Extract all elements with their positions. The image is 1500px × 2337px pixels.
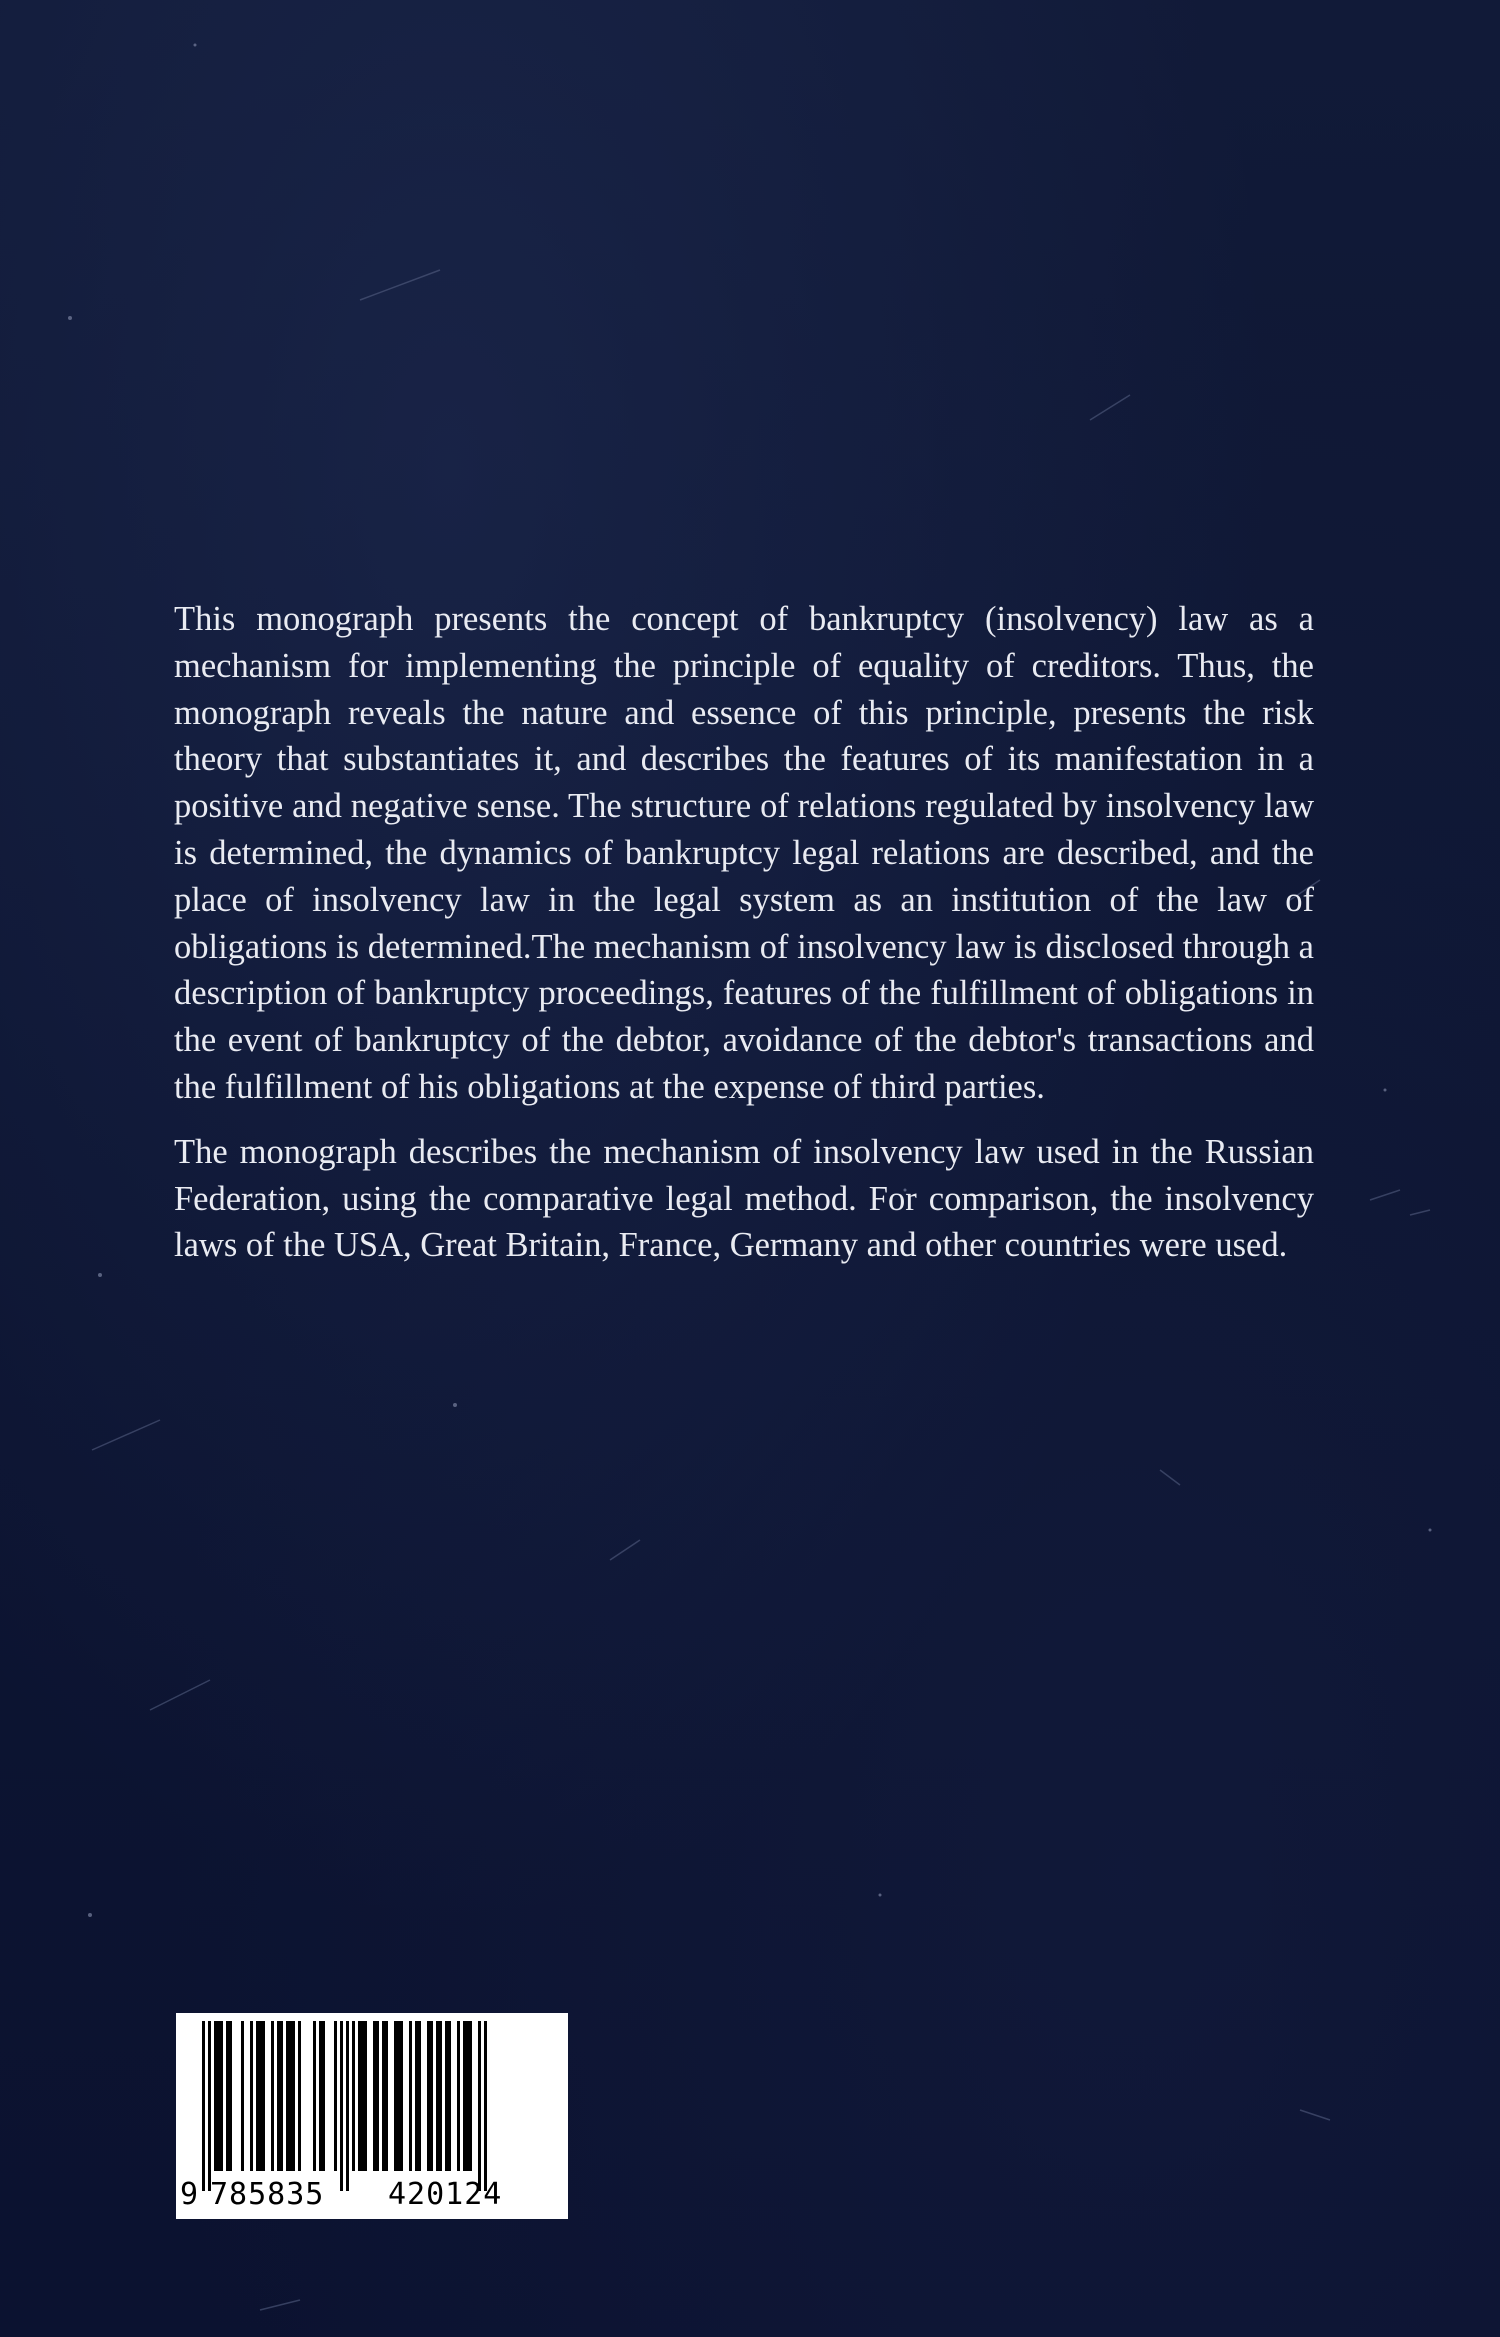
barcode-guard-bar: [346, 2021, 349, 2191]
barcode-bar: [262, 2021, 265, 2171]
barcode-bar: [409, 2021, 412, 2171]
book-description: [174, 596, 1314, 1287]
barcode-bar: [415, 2021, 418, 2171]
barcode-bar: [226, 2021, 229, 2171]
barcode-bar: [322, 2021, 325, 2171]
barcode-bar: [439, 2021, 442, 2171]
barcode-guard-bar: [478, 2021, 481, 2191]
barcode-bar: [229, 2021, 232, 2171]
barcode-bar: [259, 2021, 262, 2171]
barcode-bar: [214, 2021, 217, 2171]
isbn-left-group: 785835: [210, 2177, 325, 2212]
barcode-bar: [364, 2021, 367, 2171]
barcode-bar: [292, 2021, 295, 2171]
barcode-bar: [250, 2021, 253, 2171]
barcode-bar: [313, 2021, 316, 2171]
barcode-bar: [334, 2021, 337, 2171]
barcode-bar: [286, 2021, 289, 2171]
barcode-guard-bar: [208, 2021, 211, 2191]
barcode-bar: [289, 2021, 292, 2171]
barcode-bar: [280, 2021, 283, 2171]
barcode-guard-bar: [484, 2021, 487, 2191]
barcode-bar: [373, 2021, 376, 2171]
isbn-barcode: [176, 2013, 568, 2219]
barcode-bar: [457, 2021, 460, 2171]
barcode-guard-bar: [202, 2021, 205, 2191]
barcode-bar: [319, 2021, 322, 2171]
barcode-bar: [358, 2021, 361, 2171]
barcode-bar: [298, 2021, 301, 2171]
barcode-bar: [445, 2021, 448, 2171]
description-paragraph: This monograph presents the concept of bankruptcy (insolvency) law as a mechanism for implementing the principle of equality of creditors. Thus, the monograph reveals the nature and essence of this principle, presents the risk theory that substantiates it, and describes the features of its manifestation in a positive and negative sense. The structure of relations regulated by insolvency law is determined, the dynamics of bankruptcy legal relations are described, and the place of insolvency law in the legal system as an institution of the law of obligations is determined.The mechanism of insolvency law is disclosed through a description of bankruptcy proceedings, features of the fulfillment of obligations in the event of bankruptcy of the debtor, avoidance of the debtor's transactions and the fulfillment of his obligations at the expense of third parties.: [174, 600, 1314, 1106]
barcode-bar: [436, 2021, 439, 2171]
barcode-bar: [220, 2021, 223, 2171]
barcode-bar: [394, 2021, 397, 2171]
barcode-bar: [448, 2021, 451, 2171]
isbn-number: [176, 2175, 568, 2215]
isbn-right-group: 420124: [388, 2177, 503, 2212]
barcode-bar: [427, 2021, 430, 2171]
barcode-bar: [382, 2021, 385, 2171]
barcode-bar: [271, 2021, 274, 2171]
barcode-bar: [352, 2021, 355, 2171]
barcode-bar: [463, 2021, 466, 2171]
barcode-bar: [256, 2021, 259, 2171]
barcode-bar: [376, 2021, 379, 2171]
barcode-bar: [277, 2021, 280, 2171]
barcode-bar: [361, 2021, 364, 2171]
barcode-bar: [217, 2021, 220, 2171]
description-paragraph: The monograph describes the mechanism of insolvency law used in the Russian Federation, using the comparative legal method. For comparison, the insolvency laws of the USA, Great Britain, France, Germany and other countries were used.: [174, 1132, 1314, 1265]
barcode-bar: [241, 2021, 244, 2171]
isbn-first-digit: 9: [180, 2177, 200, 2212]
barcode-bar: [400, 2021, 403, 2171]
barcode-bar: [469, 2021, 472, 2171]
barcode-bar: [430, 2021, 433, 2171]
barcode-bar: [385, 2021, 388, 2171]
barcode-bar: [466, 2021, 469, 2171]
barcode-bar: [397, 2021, 400, 2171]
barcode-guard-bar: [340, 2021, 343, 2191]
barcode-bar: [418, 2021, 421, 2171]
